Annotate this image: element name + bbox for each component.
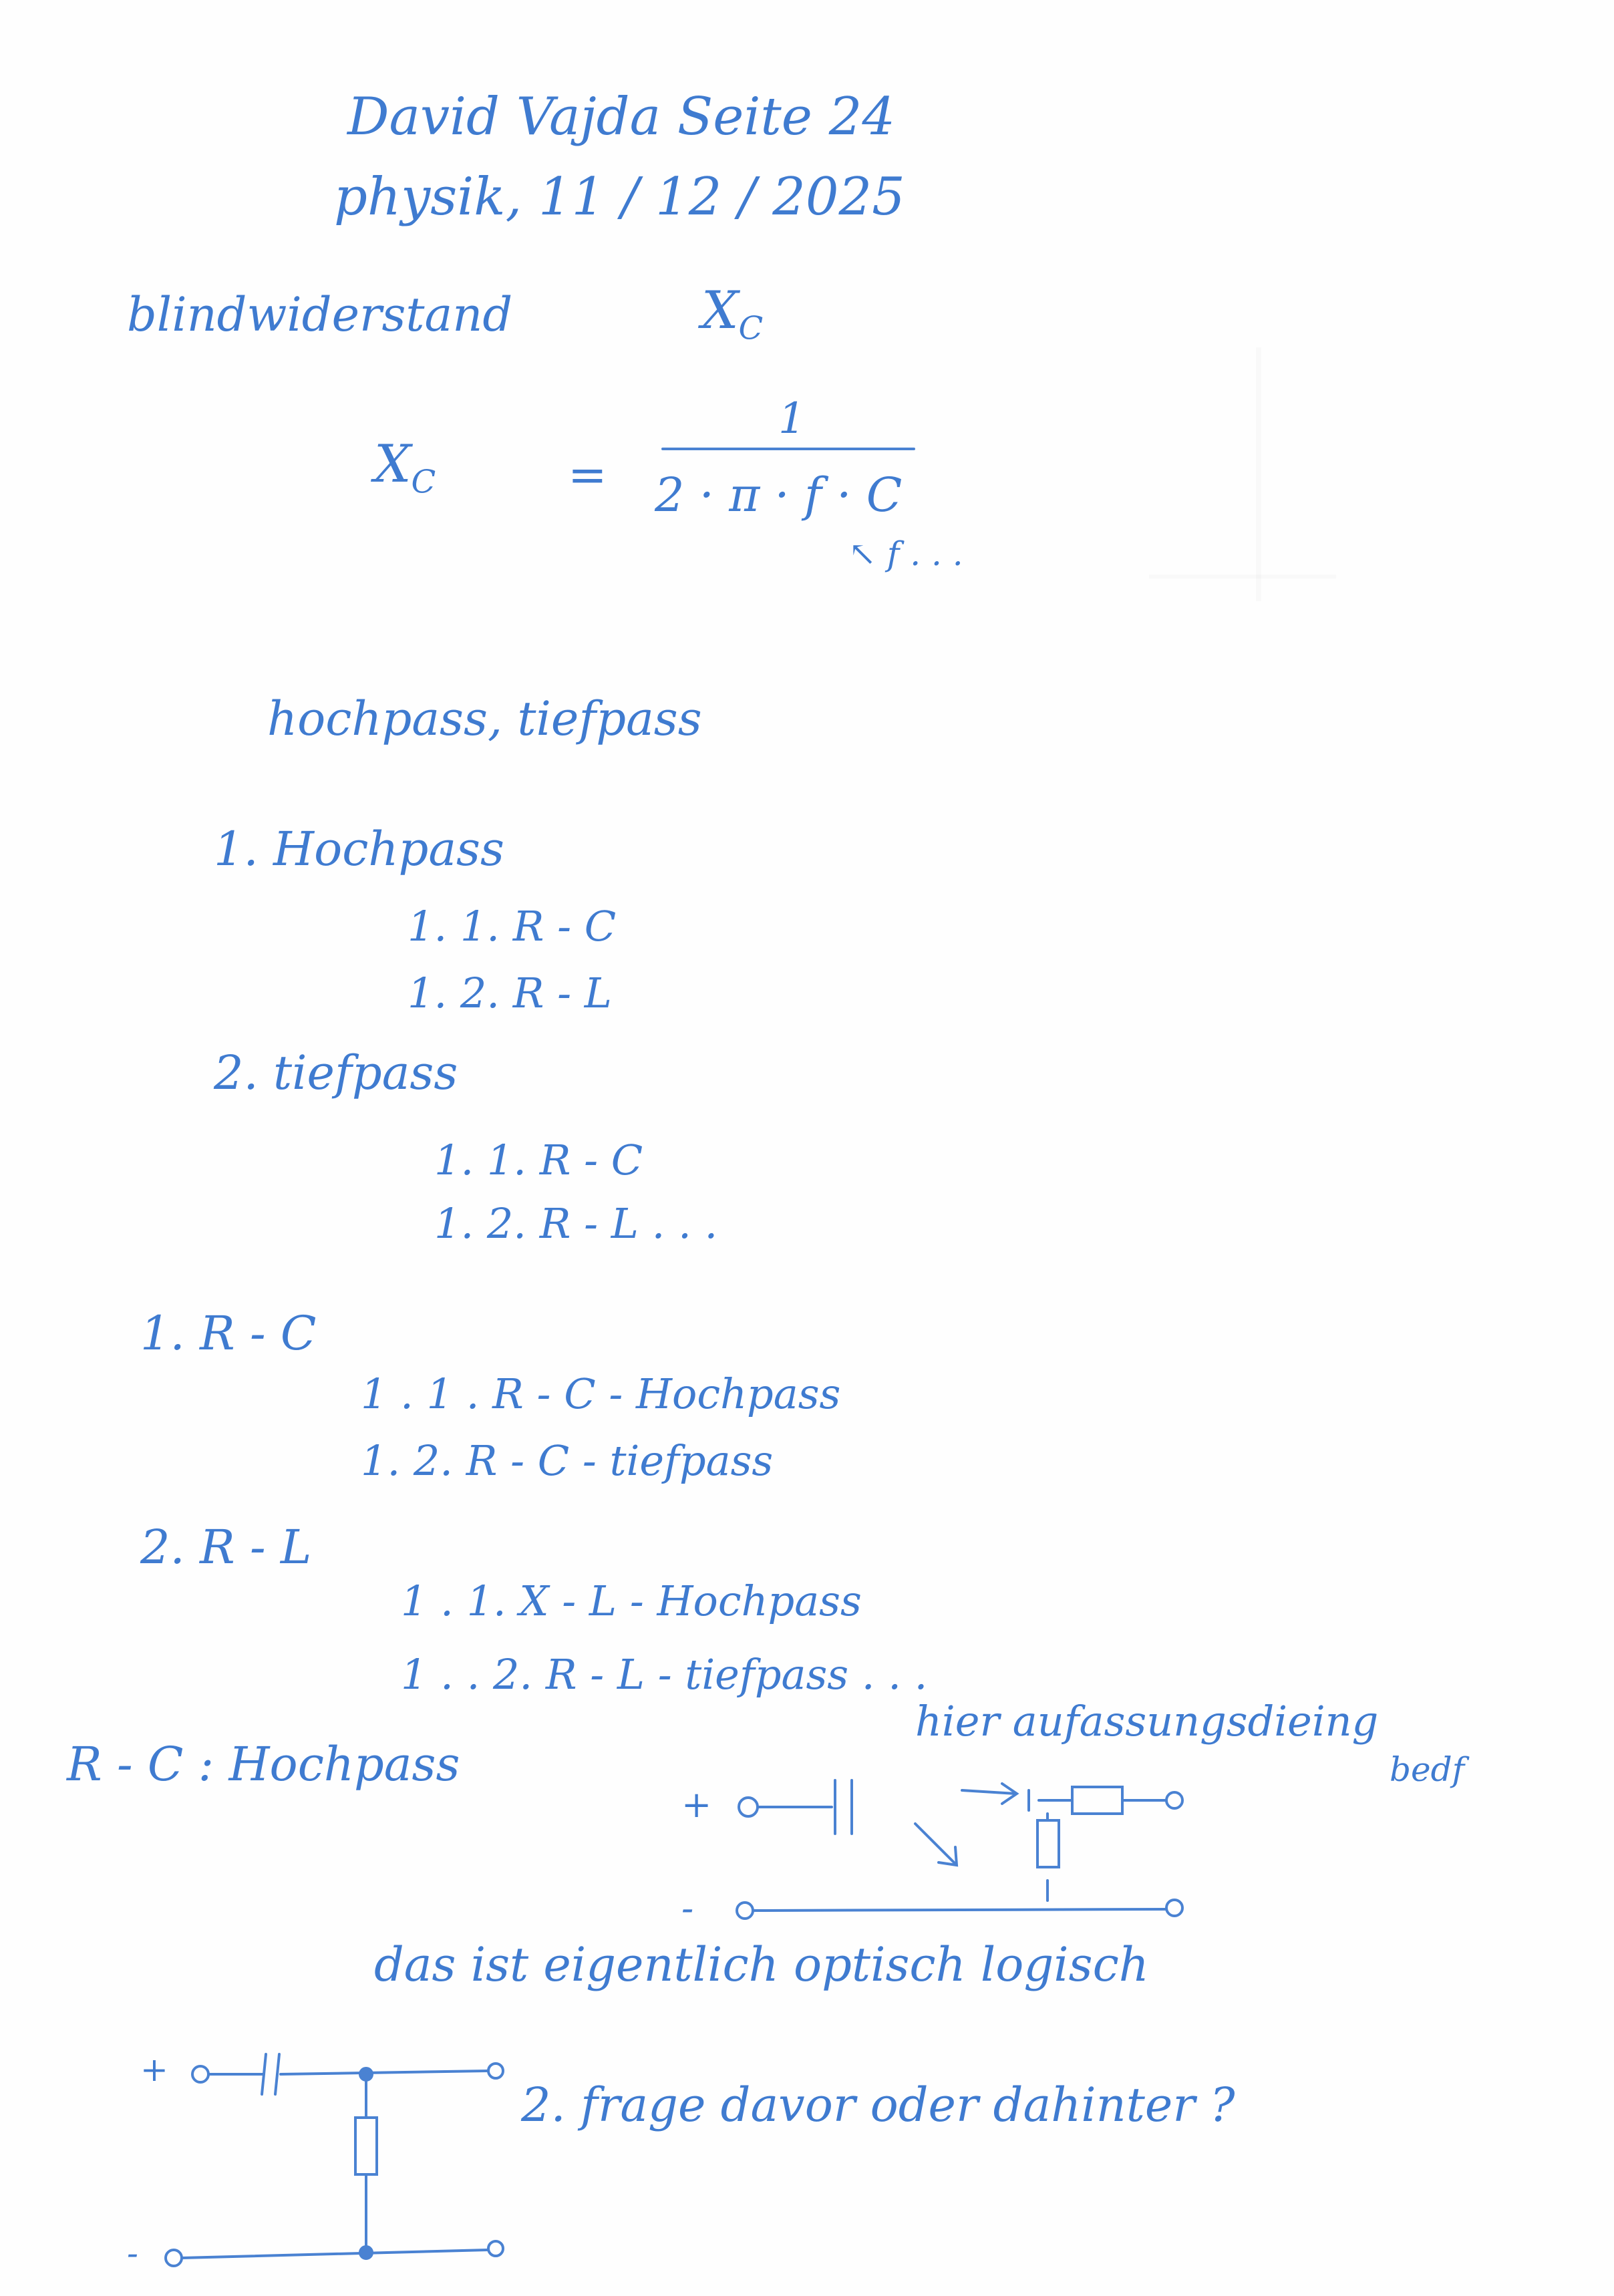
xc-symbol-letter: X: [701, 281, 739, 341]
terminal-circle: [192, 2066, 208, 2082]
rc-group-item: 1 . 1 . R - C - Hochpass: [361, 1369, 841, 1418]
list-hochpass-item: 1. 1. R - C: [408, 902, 617, 951]
terminal-circle: [739, 1798, 758, 1816]
terminal-circle: [488, 2064, 503, 2078]
terminal-circle: [1166, 1792, 1182, 1808]
circuit-plus-label: +: [681, 1784, 712, 1826]
xc-symbol: [701, 281, 763, 347]
formula-lhs-letter: X: [374, 434, 412, 494]
terminal-circle: [737, 1903, 753, 1919]
bottom-circuit-diagram: [114, 2044, 528, 2285]
rc-hochpass-note: hier aufassungsdieing: [915, 1697, 1379, 1746]
list-tiefpass-label: 2. tiefpass: [214, 1045, 458, 1100]
bottom-question: 2. frage davor oder dahinter ?: [521, 2078, 1235, 2132]
resistor: [1072, 1787, 1122, 1814]
capacitor-plate: [275, 2054, 279, 2094]
bleed-through-mark: [1256, 347, 1261, 601]
wire: [182, 2250, 488, 2258]
rc-group-label: 1. R - C: [140, 1306, 317, 1361]
blindwiderstand-heading: blindwiderstand: [127, 287, 513, 342]
rc-hochpass-title: R - C : Hochpass: [67, 1737, 460, 1792]
formula-lhs-subscript: C: [411, 463, 436, 501]
list-hochpass-item: 1. 2. R - L: [408, 969, 612, 1017]
formula-numerator: 1: [778, 394, 806, 444]
header-date-line: physik, 11 / 12 / 2025: [334, 167, 905, 227]
terminal-circle: [488, 2241, 503, 2256]
rl-group-label: 2. R - L: [140, 1520, 312, 1575]
list-tiefpass-item: 1. 2. R - L . . .: [434, 1199, 718, 1248]
wire: [753, 1909, 1166, 1911]
terminal-circle: [166, 2250, 182, 2266]
terminal-circle: [1166, 1900, 1182, 1916]
resistor: [1037, 1820, 1059, 1867]
arrow-line: [962, 1790, 1015, 1794]
rl-group-item: 1 . 1. X - L - Hochpass: [401, 1577, 862, 1625]
header-name-line: David Vajda Seite 24: [347, 87, 895, 147]
rc-hochpass-note-2: bedf: [1390, 1750, 1465, 1789]
resistor: [355, 2118, 377, 2174]
circuit-minus-label: -: [681, 1887, 694, 1929]
wire: [281, 2071, 488, 2074]
formula-denominator: 2 · π · f · C: [655, 468, 903, 522]
pass-heading: hochpass, tiefpass: [267, 691, 702, 746]
xc-symbol-subscript: C: [738, 309, 764, 347]
list-hochpass-label: 1. Hochpass: [214, 822, 504, 876]
formula-equals: =: [568, 448, 607, 502]
formula-note: ↖ f . . .: [848, 534, 963, 573]
bleed-through-mark: [1149, 575, 1336, 579]
circuit-plus-label: +: [140, 2050, 168, 2089]
rc-group-item: 1. 2. R - C - tiefpass: [361, 1436, 774, 1485]
list-tiefpass-item: 1. 1. R - C: [434, 1136, 643, 1184]
remark-text: das ist eigentlich optisch logisch: [374, 1937, 1149, 1992]
formula-fraction-bar: [661, 448, 915, 450]
formula-lhs: [374, 434, 436, 501]
arrow-line: [915, 1824, 955, 1864]
rl-group-item: 1 . . 2. R - L - tiefpass . . .: [401, 1650, 928, 1699]
circuit-minus-label: -: [127, 2234, 138, 2273]
